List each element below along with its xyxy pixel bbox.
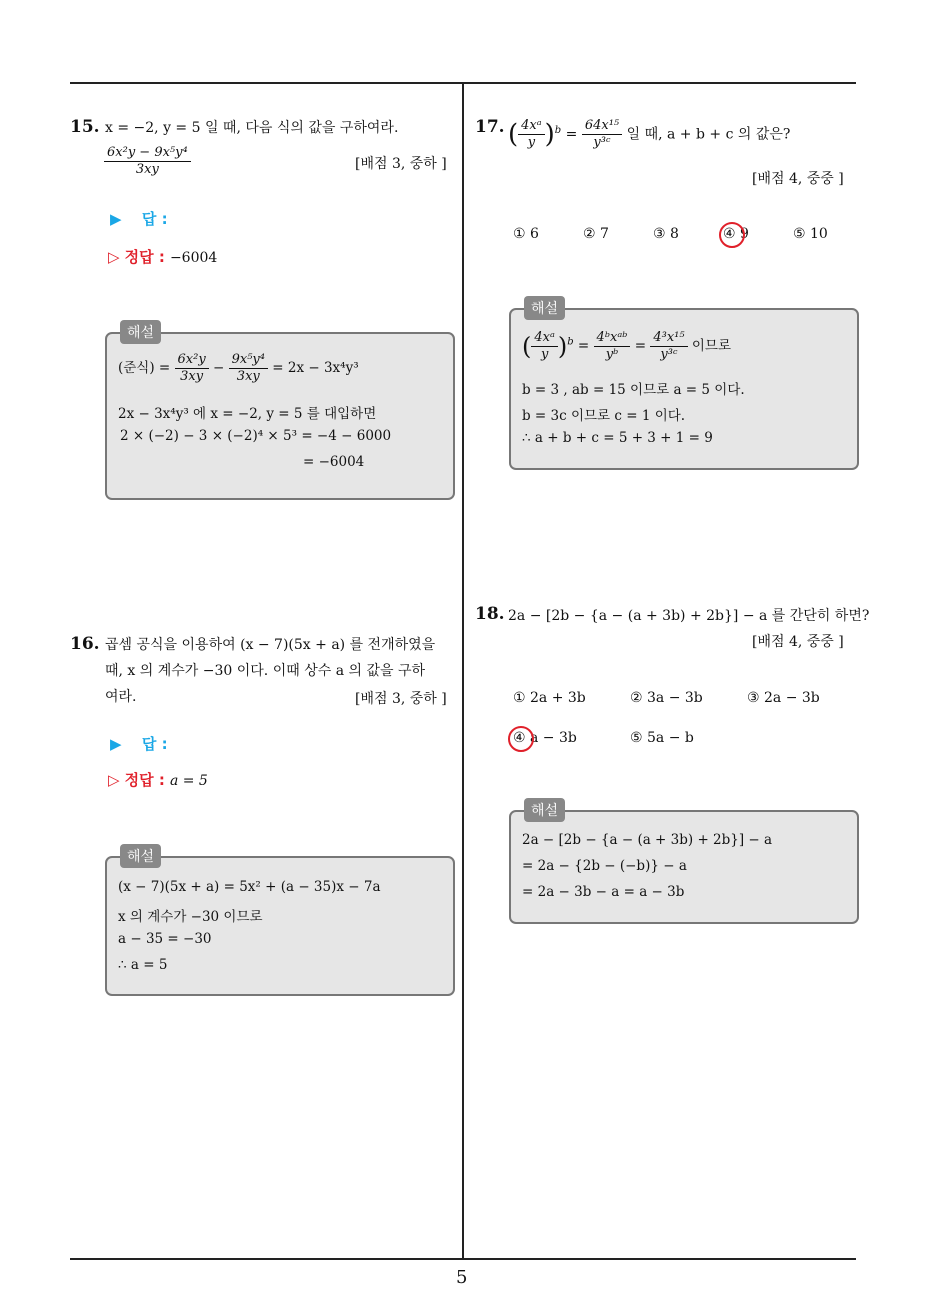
q18-sol-line1: 2a − [2b − {a − (a + 3b) + 2b}] − a: [522, 832, 773, 848]
q17-solution-tag: 해설: [524, 296, 565, 320]
q16-answer-row: [110, 733, 168, 754]
outline-triangle-icon: ▷: [108, 248, 120, 266]
q17-rhs-num: 64x¹⁵: [582, 118, 622, 135]
q18-sol-line3: = 2a − 3b − a = a − 3b: [522, 884, 685, 900]
q17-sol-c-num: 4³x¹⁵: [650, 330, 687, 347]
q16-solution-box: [105, 856, 455, 996]
q15-expr-denominator: 3xy: [135, 162, 159, 177]
q15-sol-f1-num: 6x²y: [175, 352, 209, 369]
q18-choice-2[interactable]: ② 3a − 3b: [630, 690, 703, 706]
q18-prompt: 2a − [2b − {a − (a + 3b) + 2b}] − a 를 간단히 하면?: [508, 608, 870, 624]
q15-sol-line3: 2 × (−2) − 3 × (−2)⁴ × 5³ = −4 − 6000: [120, 428, 392, 444]
q18-choice-1[interactable]: ① 2a + 3b: [513, 690, 586, 706]
q15-sol-f2-num: 9x⁵y⁴: [229, 352, 268, 369]
q15-correct-row: [108, 246, 217, 267]
q16-correct-row: [108, 769, 208, 790]
q15-sol-line2: 2x − 3x⁴y³ 에 x = −2, y = 5 를 대입하면: [118, 406, 377, 422]
q15-answer-label: 답 :: [141, 210, 168, 228]
q16-answer-label: 답 :: [141, 735, 168, 753]
q16-score: [배점 3, 중하 ]: [355, 691, 447, 707]
q16-line1: 곱셈 공식을 이용하여 (x − 7)(5x + a) 를 전개하였을: [105, 637, 436, 653]
q16-sol-line2: x 의 계수가 −30 이므로: [118, 909, 263, 925]
q15-number: 15.: [70, 117, 100, 137]
q17-selected-mark: [719, 222, 745, 248]
q17-lhs-num: 4xᵃ: [518, 118, 544, 135]
q15-sol-suffix: = 2x − 3x⁴y³: [272, 360, 359, 376]
q17-eq: =: [565, 126, 578, 143]
q17-choice-2[interactable]: ② 7: [583, 226, 609, 242]
q15-answer-row: [110, 208, 168, 229]
q15-correct-value: −6004: [169, 250, 218, 266]
q17-sol-line2: b = 3 , ab = 15 이므로 a = 5 이다.: [522, 382, 745, 398]
q17-sol-line4: ∴ a + b + c = 5 + 3 + 1 = 9: [522, 430, 713, 446]
q17-sol-b-num: 4ᵇxᵃᵇ: [594, 330, 631, 347]
q17-sol-line1-tail: 이므로: [691, 338, 732, 354]
q18-sol-line2: = 2a − {2b − (−b)} − a: [522, 858, 687, 874]
q17-prompt: ( $\frac{\text{4xᵃ}}{y}$ )$^b$ = $\frac{\text{64x¹⁵}}{\text{y³ᶜ}}$ 일 때, a + b + c 의 값은?: [508, 118, 791, 151]
q16-solution-tag: 해설: [120, 844, 161, 868]
q17-choice-1[interactable]: ① 6: [513, 226, 539, 242]
q15-sol-line4: = −6004: [303, 454, 365, 470]
play-icon: ▶: [110, 735, 122, 753]
q17-sol-a-exp: b: [567, 336, 574, 348]
q17-lhs-den: y: [527, 135, 536, 151]
q17-score: [배점 4, 중중 ]: [752, 171, 844, 187]
bottom-rule: [70, 1258, 856, 1260]
q17-tail: 일 때, a + b + c 의 값은?: [626, 126, 791, 143]
outline-triangle-icon: ▷: [108, 771, 120, 789]
q17-sol-line3: b = 3c 이므로 c = 1 이다.: [522, 408, 686, 424]
q18-solution-tag: 해설: [524, 798, 565, 822]
q17-sol-c-den: y³ᶜ: [660, 347, 678, 362]
q17-sol-a-den: y: [540, 347, 549, 362]
q15-sol-f1-den: 3xy: [180, 369, 204, 384]
q16-sol-line1: (x − 7)(5x + a) = 5x² + (a − 35)x − 7a: [118, 879, 381, 895]
q18-choice-3[interactable]: ③ 2a − 3b: [747, 690, 820, 706]
q17-rhs-den: y³ᶜ: [593, 135, 611, 151]
q16-correct-value: a = 5: [169, 773, 208, 789]
q15-solution-tag: 해설: [120, 320, 161, 344]
play-icon: ▶: [110, 210, 122, 228]
column-divider: [462, 82, 464, 1258]
q18-number: 18.: [475, 604, 505, 624]
q16-line2: 때, x 의 계수가 −30 이다. 이때 상수 a 의 값을 구하: [105, 663, 426, 679]
q17-choice-5[interactable]: ⑤ 10: [793, 226, 828, 242]
q15-sol-minus: −: [212, 360, 225, 376]
q17-sol-b-den: yᵇ: [605, 347, 619, 362]
q18-choice-5[interactable]: ⑤ 5a − b: [630, 730, 694, 746]
q17-sol-a-num: 4xᵃ: [531, 330, 557, 347]
q15-sol-prefix: (준식) =: [118, 360, 171, 376]
q15-expression: [104, 145, 191, 178]
q17-number: 17.: [475, 117, 505, 137]
q18-score: [배점 4, 중중 ]: [752, 634, 844, 650]
q18-selected-mark: [508, 726, 534, 752]
q17-sol-line1: ( $\frac{\text{4xᵃ}}{y}$ )$^b$ = $\frac{\text{4ᵇxᵃᵇ}}{\text{yᵇ}}$ = $\frac{\text{4³x¹⁵}}{\text{y³ᶜ}}$ 이므로: [522, 330, 732, 362]
q16-number: 16.: [70, 634, 100, 654]
q15-prompt: x = −2, y = 5 일 때, 다음 식의 값을 구하여라.: [105, 120, 399, 136]
q16-correct-label: 정답 :: [124, 771, 165, 789]
q16-line3: 여라.: [105, 689, 137, 705]
q17-choice-3[interactable]: ③ 8: [653, 226, 679, 242]
q15-sol-line1: [118, 352, 359, 385]
q16-sol-line4: ∴ a = 5: [118, 957, 168, 973]
q15-score: [배점 3, 중하 ]: [355, 156, 447, 172]
q15-sol-f2-den: 3xy: [236, 369, 260, 384]
page-number: 5: [456, 1267, 468, 1288]
q17-choice-4[interactable]: ④ 9: [723, 226, 749, 242]
q15-correct-label: 정답 :: [124, 248, 165, 266]
q15-expr-numerator: 6x²y − 9x⁵y⁴: [104, 145, 191, 162]
q18-choice-4[interactable]: ④ a − 3b: [513, 730, 577, 746]
q16-sol-line3: a − 35 = −30: [118, 931, 212, 947]
q17-lhs-exp: b: [554, 125, 562, 136]
